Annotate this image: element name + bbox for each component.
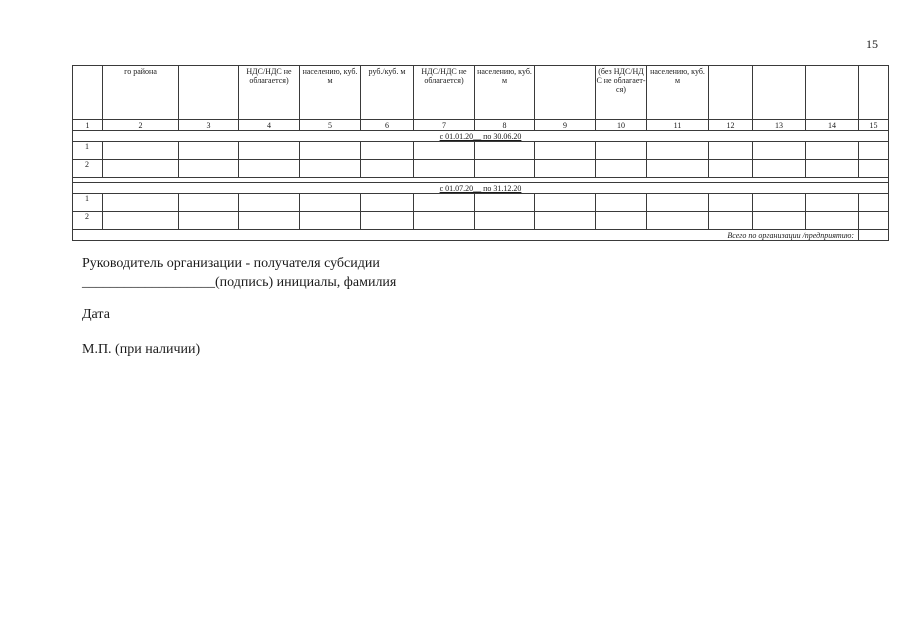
header-cell [709,66,753,120]
table-cell [103,142,179,160]
table-cell [753,194,806,212]
column-number: 7 [414,120,475,131]
table-cell [753,212,806,230]
header-cell [859,66,889,120]
period-row-2 [73,183,889,194]
table-cell [535,194,596,212]
table-cell [475,160,535,178]
column-number: 8 [475,120,535,131]
table-row [73,212,889,230]
table-cell [753,142,806,160]
table-cell [535,160,596,178]
table-cell [475,194,535,212]
table-cell [859,212,889,230]
table-cell [300,142,361,160]
table-cell [596,160,647,178]
row-number: 2 [73,160,103,178]
table-cell [239,142,300,160]
table-cell [361,142,414,160]
table-cell [647,142,709,160]
period-label-1: с 01.01.20__ по 30.06.20 [439,131,522,141]
header-cell [73,66,103,120]
table-cell [806,142,859,160]
header-cell: населению, куб. м [647,66,709,120]
table-cell [709,160,753,178]
table-cell [806,212,859,230]
table-cell [709,194,753,212]
header-cell: НДС/НДС не облагается) [239,66,300,120]
table-cell [806,160,859,178]
table-cell [709,212,753,230]
column-number: 11 [647,120,709,131]
table-cell [414,160,475,178]
header-cell [806,66,859,120]
table-cell [179,194,239,212]
table-cell [179,212,239,230]
table-cell [596,142,647,160]
signature-line: ___________________(подпись) инициалы, фамилия [82,275,397,290]
column-number: 10 [596,120,647,131]
total-label: Всего по организации /предприятию: [73,230,859,241]
table-cell [806,194,859,212]
table-cell [859,194,889,212]
row-number: 2 [73,212,103,230]
table-cell [647,212,709,230]
header-cell [179,66,239,120]
period-row-1 [73,131,889,142]
table-cell [300,160,361,178]
header-cell: го района [103,66,179,120]
table-cell [300,194,361,212]
column-number: 1 [73,120,103,131]
table-cell [179,142,239,160]
column-number: 13 [753,120,806,131]
table-cell [535,212,596,230]
row-number: 1 [73,194,103,212]
header-cell: населению, куб. м [300,66,361,120]
table-cell [239,212,300,230]
table-cell [239,194,300,212]
column-number: 6 [361,120,414,131]
header-cell [753,66,806,120]
column-number: 15 [859,120,889,131]
column-number: 3 [179,120,239,131]
column-number: 2 [103,120,179,131]
column-number: 5 [300,120,361,131]
signature-title: Руководитель организации - получателя субсидии [82,256,380,271]
period-cell [73,183,889,194]
header-cell: населению, куб. м [475,66,535,120]
table-cell [239,160,300,178]
header-cell: руб./куб. м [361,66,414,120]
total-row [73,230,889,241]
table-cell [300,212,361,230]
page-number: 15 [866,37,878,51]
signature-block [82,254,396,292]
header-cell: (без НДС/НД С не облагает-ся) [596,66,647,120]
table-cell [709,142,753,160]
stamp-label: М.П. (при наличии) [82,342,201,357]
table-cell [647,194,709,212]
table-cell [103,160,179,178]
period-label-2: с 01.07.20__ по 31.12.20 [439,183,522,193]
table-cell [361,194,414,212]
table-row [73,142,889,160]
subsidy-table [72,65,889,241]
table-cell [103,212,179,230]
table-row [73,160,889,178]
table-cell [753,160,806,178]
table-row [73,194,889,212]
column-number: 14 [806,120,859,131]
table-cell [414,194,475,212]
table-cell [596,212,647,230]
column-number: 9 [535,120,596,131]
header-cell [535,66,596,120]
table-cell [179,160,239,178]
table-cell [414,142,475,160]
table-cell [361,160,414,178]
table-cell [596,194,647,212]
column-number: 12 [709,120,753,131]
table-cell [859,160,889,178]
total-value-cell [859,230,889,241]
table-cell [103,194,179,212]
table-cell [535,142,596,160]
date-label: Дата [82,307,110,322]
table-cell [475,212,535,230]
table-cell [647,160,709,178]
column-number-row [73,120,889,131]
table-cell [361,212,414,230]
table-cell [475,142,535,160]
header-cell: НДС/НДС не облагается) [414,66,475,120]
period-cell [73,131,889,142]
table-cell [859,142,889,160]
table-cell [414,212,475,230]
row-number: 1 [73,142,103,160]
header-row [73,66,889,120]
column-number: 4 [239,120,300,131]
